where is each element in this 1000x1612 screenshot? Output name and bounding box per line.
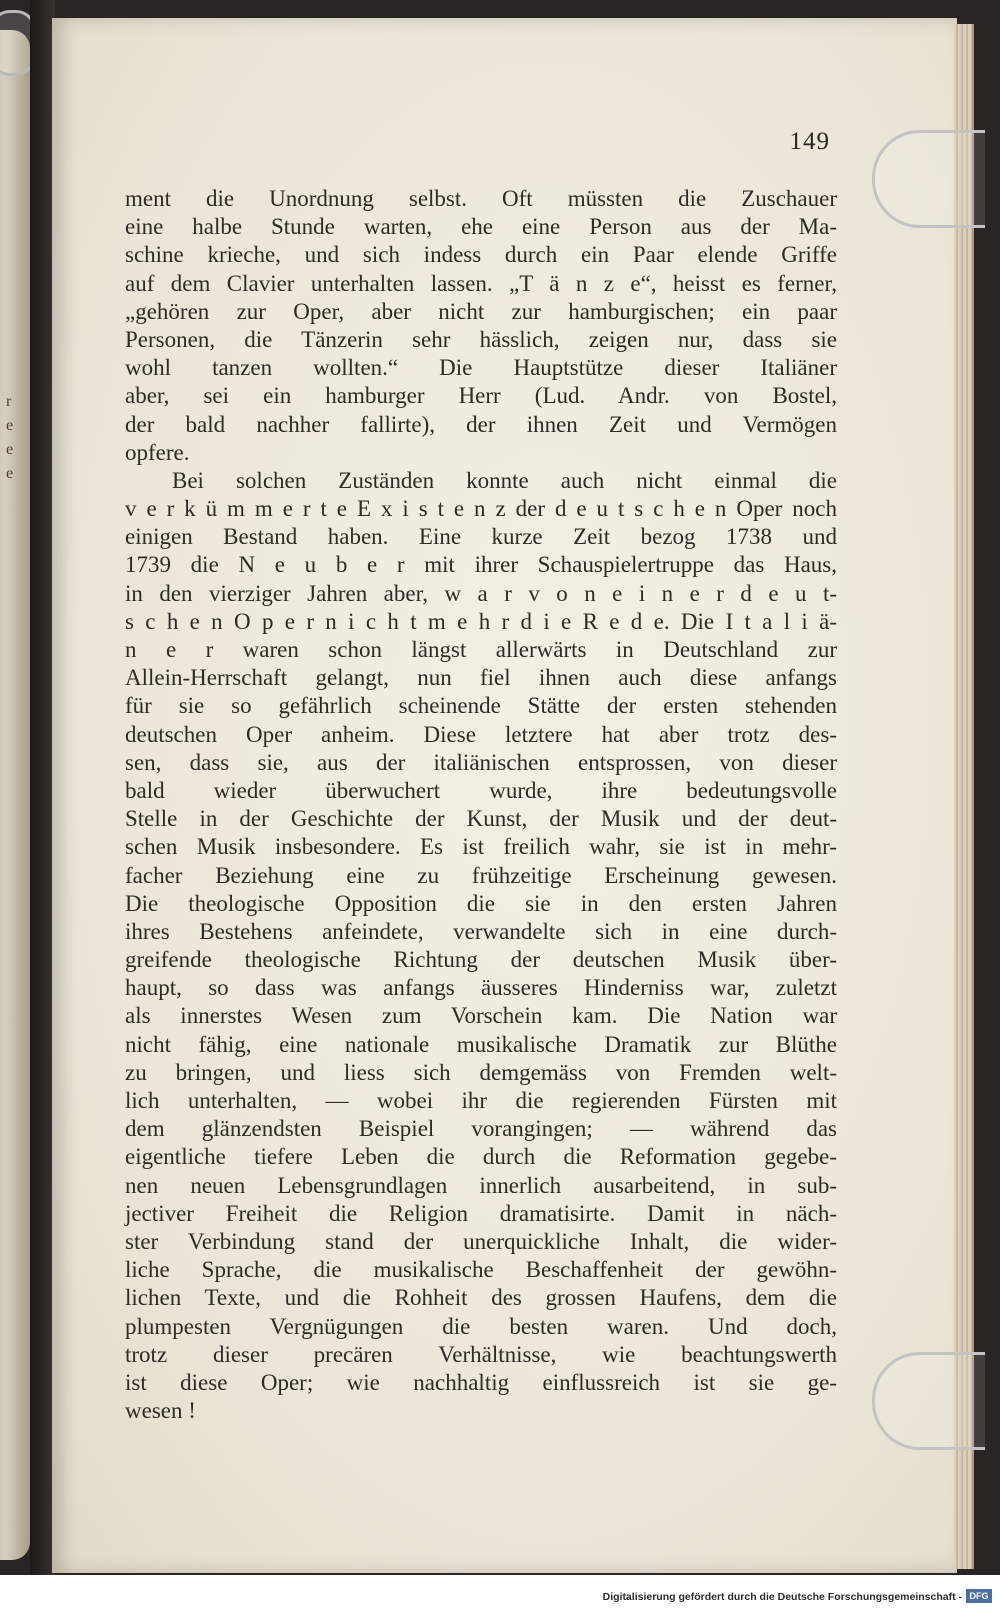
text-line: ster Verbindung stand der unerquickliche Inhalt, die wider-: [125, 1228, 837, 1254]
text-line: für sie so gefährlich scheinende Stätte der ersten stehenden: [125, 693, 837, 719]
text-line: einigen Bestand haben. Eine kurze Zeit bezog 1738 und: [125, 524, 837, 550]
text-line: „gehören zur Oper, aber nicht zur hamburgischen; ein paar: [125, 298, 837, 324]
text-line: Personen, die Tänzerin sehr hässlich, zeigen nur, dass sie: [125, 326, 837, 352]
text-line: schine krieche, und sich indess durch ein Paar elende Griffe: [125, 242, 837, 268]
text-line: 1739 die N e u b e r mit ihrer Schauspielertruppe das Haus,: [125, 552, 837, 578]
text-line: deutschen Oper anheim. Diese letztere hat aber trotz des-: [125, 721, 837, 747]
page-number: 149: [789, 128, 830, 155]
body-text: [125, 185, 837, 1425]
text-line: schen Musik insbesondere. Es ist freilich wahr, sie ist in mehr-: [125, 834, 837, 860]
text-line: auf dem Clavier unterhalten lassen. „T ä n z e“, heisst es ferner,: [125, 270, 837, 296]
text-line: nicht fähig, eine nationale musikalische Dramatik zur Blüthe: [125, 1031, 837, 1057]
text-line: nen neuen Lebensgrundlagen innerlich ausarbeitend, in sub-: [125, 1172, 837, 1198]
left-mark: e: [6, 441, 14, 458]
text-line: aber, sei ein hamburger Herr (Lud. Andr. von Bostel,: [125, 383, 837, 409]
left-mark: e: [6, 465, 14, 482]
text-line: ist diese Oper; wie nachhaltig einflussreich ist sie ge-: [125, 1369, 837, 1395]
text-line: v e r k ü m m e r t e E x i s t e n z der d e u t s c h e n Oper noch: [125, 496, 837, 522]
text-line: als innerstes Wesen zum Vorschein kam. Die Nation war: [125, 1003, 837, 1029]
text-line: Allein-Herrschaft gelangt, nun fiel ihnen auch diese anfangs: [125, 665, 837, 691]
text-line: Bei solchen Zuständen konnte auch nicht einmal die: [172, 467, 837, 493]
dfg-logo-icon[interactable]: DFG: [966, 1589, 992, 1603]
text-line: n e r waren schon längst allerwärts in Deutschland zur: [125, 637, 837, 662]
text-line: wohl tanzen wollten.“ Die Hauptstütze dieser Italiäner: [125, 355, 837, 381]
text-line: greifende theologische Richtung der deutschen Musik über-: [125, 947, 837, 973]
text-line: facher Beziehung eine zu frühzeitige Erscheinung gewesen.: [125, 862, 837, 888]
text-line: eigentliche tiefere Leben die durch die Reformation gegebe-: [125, 1144, 837, 1170]
text-line: sen, dass sie, aus der italiänischen entsprossen, von dieser: [125, 749, 837, 775]
text-line: Stelle in der Geschichte der Kunst, der Musik und der deut-: [125, 806, 837, 832]
left-page-edge: [0, 30, 30, 1560]
text-line: lich unterhalten, — wobei ihr die regierenden Fürsten mit: [125, 1088, 837, 1113]
text-line: haupt, so dass was anfangs äusseres Hinderniss war, zuletzt: [125, 975, 837, 1001]
text-line: s c h e n O p e r n i c h t m e h r d i e R e d e. Die I t a l i ä-: [125, 608, 837, 634]
text-line: ment die Unordnung selbst. Oft müssten die Zuschauer: [125, 186, 837, 211]
text-line: lichen Texte, und die Rohheit des grossen Haufens, dem die: [125, 1285, 837, 1311]
text-line: bald wieder überwuchert wurde, ihre bedeutungsvolle: [125, 777, 837, 803]
text-line: trotz dieser precären Verhältnisse, wie beachtungswerth: [125, 1341, 837, 1367]
text-line: ihres Bestehens anfeindete, verwandelte sich in eine durch-: [125, 918, 837, 944]
text-line: in den vierziger Jahren aber, w a r v o n e i n e r d e u t-: [125, 580, 837, 606]
text-line: Die theologische Opposition die sie in den ersten Jahren: [125, 890, 837, 916]
text-line: dem glänzendsten Beispiel vorangingen; — während das: [125, 1116, 837, 1142]
text-line: opfere.: [125, 439, 190, 465]
left-page-marks: [6, 390, 20, 486]
text-line: zu bringen, und liess sich demgemäss von Fremden welt-: [125, 1059, 837, 1085]
page-clip-bottom: [872, 1352, 985, 1450]
page-stack-edge: [954, 24, 974, 1569]
text-line: plumpesten Vergnügungen die besten waren. Und doch,: [125, 1313, 837, 1339]
footer-bar: [0, 1575, 1000, 1612]
left-mark: e: [6, 417, 14, 434]
footer-credit: Digitalisierung gefördert durch die Deutsche Forschungsgemeinschaft -: [602, 1591, 962, 1603]
text-line: der bald nachher fallirte), der ihnen Zeit und Vermögen: [125, 411, 837, 437]
left-mark: r: [6, 393, 12, 410]
page-clip-top: [872, 130, 985, 228]
text-line: wesen !: [125, 1398, 196, 1424]
text-line: liche Sprache, die musikalische Beschaffenheit der gewöhn-: [125, 1257, 837, 1283]
text-line: jectiver Freiheit die Religion dramatisirte. Damit in näch-: [125, 1200, 837, 1226]
text-line: eine halbe Stunde warten, ehe eine Person aus der Ma-: [125, 214, 837, 240]
